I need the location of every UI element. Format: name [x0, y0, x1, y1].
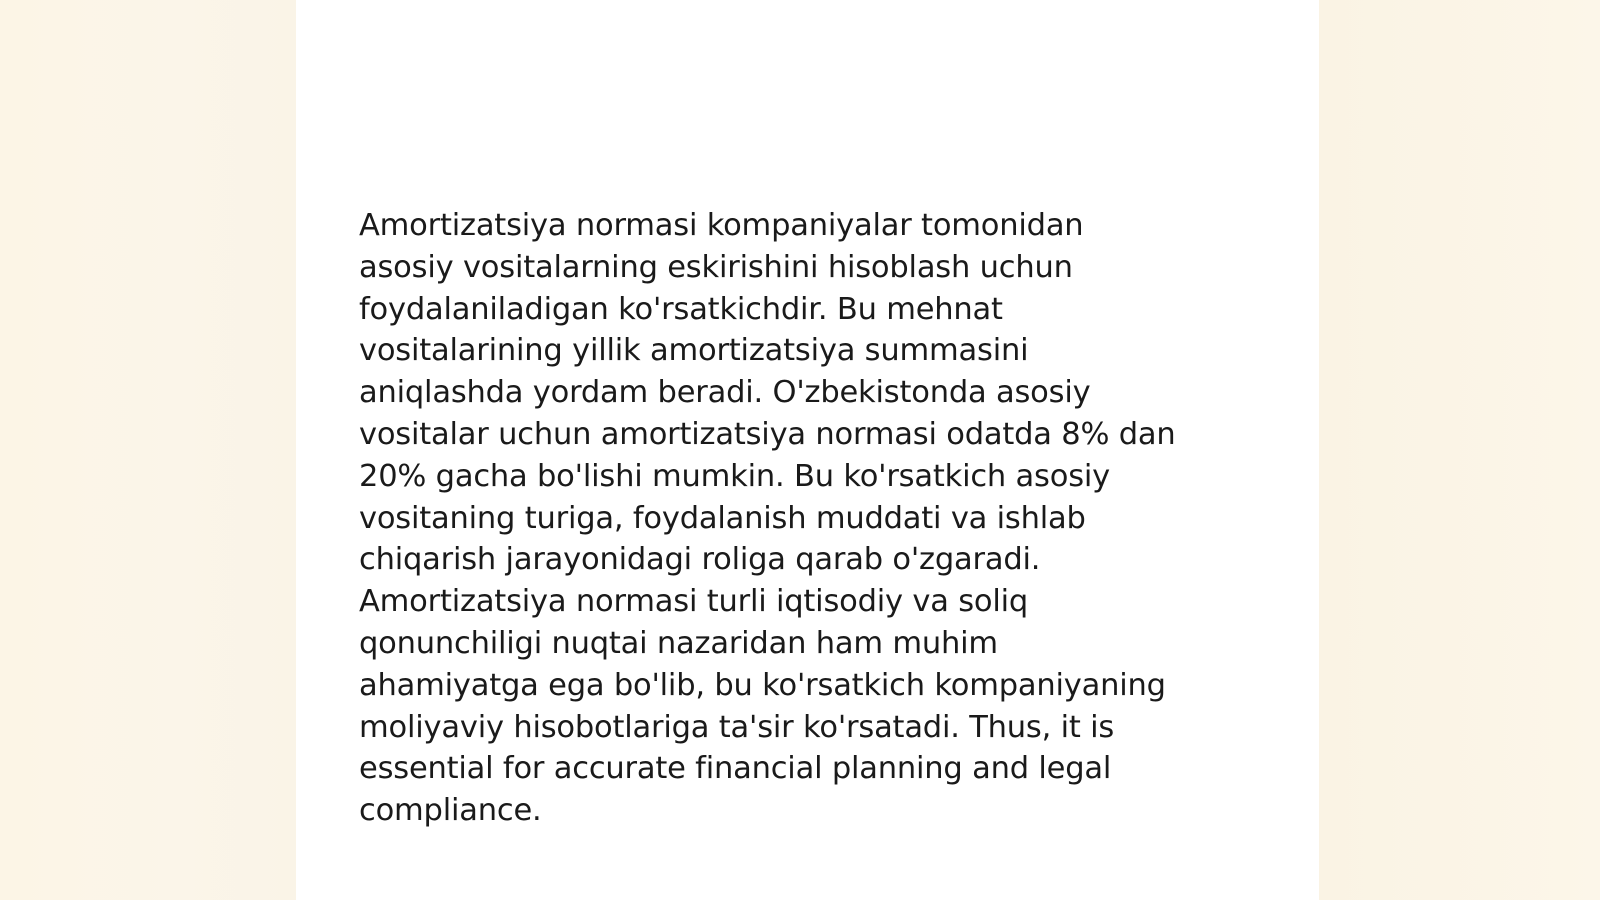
paragraph-line: chiqarish jarayonidagi roliga qarab o'zgaradi.: [359, 542, 1041, 578]
paragraph-line: 20% gacha bo'lishi mumkin. Bu ko'rsatkich asosiy: [359, 458, 1111, 494]
paragraph-line: moliyaviy hisobotlariga ta'sir ko'rsatadi. Thus, it is: [359, 709, 1115, 745]
document-page: [296, 0, 1319, 900]
paragraph-line: Amortizatsiya normasi turli iqtisodiy va soliq: [359, 584, 1029, 620]
paragraph-line: essential for accurate financial planning and legal: [359, 751, 1112, 787]
paragraph-line: asosiy vositalarning eskirishini hisoblash uchun: [359, 249, 1073, 285]
paragraph-line: vositaning turiga, foydalanish muddati va ishlab: [359, 500, 1086, 536]
paragraph-line: qonunchiligi nuqtai nazaridan ham muhim: [359, 625, 998, 661]
paragraph-line: vositalarining yillik amortizatsiya summasini: [359, 333, 1029, 369]
paragraph-line: ahamiyatga ega bo'lib, bu ko'rsatkich kompaniyaning: [359, 667, 1166, 703]
right-background-margin: [1319, 0, 1600, 900]
paragraph-line: compliance.: [359, 793, 542, 829]
paragraph-line: Amortizatsiya normasi kompaniyalar tomonidan: [359, 208, 1084, 243]
body-paragraph: [359, 205, 1259, 832]
paragraph-line: vositalar uchun amortizatsiya normasi odatda 8% dan: [359, 416, 1176, 452]
paragraph-line: foydalaniladigan ko'rsatkichdir. Bu mehnat: [359, 291, 1003, 327]
left-background-margin: [0, 0, 296, 900]
paragraph-line: aniqlashda yordam beradi. O'zbekistonda asosiy: [359, 375, 1091, 411]
